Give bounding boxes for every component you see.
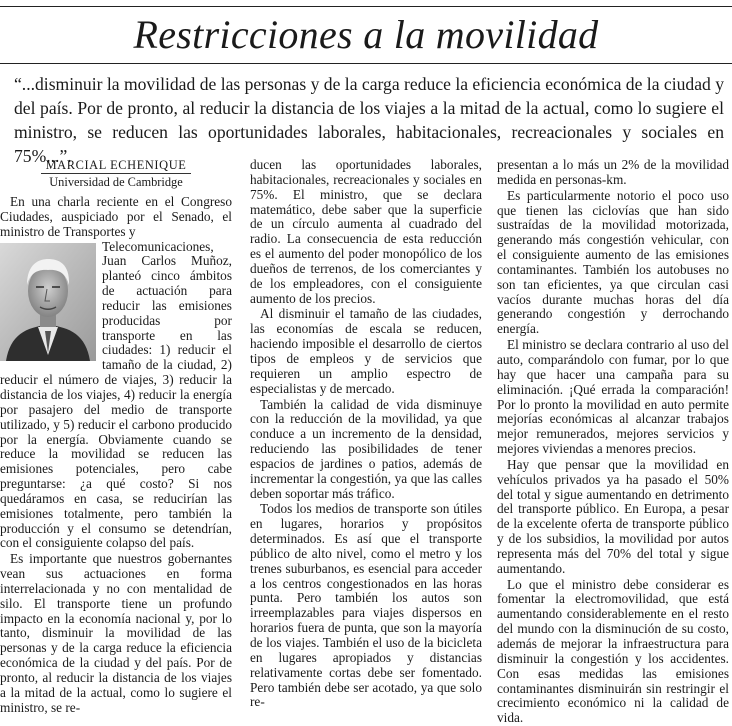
- col3-paragraph-5: Lo que el ministro debe considerar es fomentar la electromovilidad, que está aumentando considerablemente en el resto del mundo con la disminución de su costo, además de mejorar la infraestructura para disminuir la congestión y los accidentes. Con esas medidas las emisiones contaminantes disminuirán sin restringir el crecimiento económico ni la calidad de vida.: [497, 576, 729, 726]
- col2-paragraph-4: Todos los medios de transporte son útiles en lugares, horarios y propósitos determinados. Es así que el transporte público de alto nivel, como el metro y los trenes suburbanos, es esencial para acceder a los centros congestionados en las horas punta. Pero también los autos son irreemplazables para viajes dispersos en horarios fuera de punta, que son la mayoría de los viajes. También el uso de la bicicleta en lugares apropiados y distancias relativamente cortas debe ser fomentado. Pero también debe ser acotado, ya que solo re-: [250, 501, 482, 710]
- author-photo: [0, 243, 96, 361]
- col2-paragraph-1: ducen las oportunidades laborales, habitacionales, recreacionales y sociales en 75%. El ministro, que se declara matemático, debe saber que la superficie de un círculo aumenta al cuadrado del radio. La consecuencia de esta reducción es el aumento del poder monopólico de los dueños de terrenos, de los comerciantes y de los empleadores, con el consiguiente aumento de los precios.: [250, 157, 482, 306]
- title-rule: [0, 63, 732, 64]
- article-title: Restricciones a la movilidad: [133, 12, 599, 57]
- author-block: [0, 158, 232, 189]
- col3-paragraph-2: Es particularmente notorio el poco uso que tienen las ciclovías que han sido sustraídas de la movilidad motorizada, generando más congestión vehicular, con el consiguiente aumento de las emisiones contaminantes. También los autobuses no son tan eficientes, ya que circulan casi vacíos durante muchas horas del día generando congestión y derrochando energía.: [497, 187, 729, 337]
- column-1: [0, 158, 232, 716]
- col3-paragraph-1: presentan a lo más un 2% de la movilidad medida en personas-km.: [497, 157, 729, 187]
- col2-paragraph-2: Al disminuir el tamaño de las ciudades, las economías de escala se reducen, haciendo imposible el desarrollo de ciertos tipos de empleos y de servicios que requieren un amplio espectro de especialistas y de mercado.: [250, 306, 482, 396]
- top-rule: [0, 6, 732, 7]
- col3-paragraph-3: El ministro se declara contrario al uso del auto, comparándolo con fumar, por lo que hay que hacer una campaña para su eliminación. ¡Qué errada la comparación! Por lo pronto la movilidad en auto permite mejorías económicas al alcanzar trabajos mejor remunerados, mejores servicios y mejores viviendas a menores precios.: [497, 337, 729, 457]
- author-affiliation: Universidad de Cambridge: [49, 175, 183, 189]
- portrait-image: [0, 243, 96, 361]
- column-2: [250, 158, 482, 710]
- col1-paragraph-1a: En una charla reciente en el Congreso Ciudades, auspiciado por el Senado, el ministro de Transportes y: [0, 194, 232, 239]
- column-3: [497, 158, 729, 726]
- author-divider: [41, 173, 191, 174]
- col1-paragraph-1b: Telecomunicaciones, Juan Carlos Muñoz, planteó cinco ámbitos de actuación para reducir las emisiones producidas por transporte en las ciudades: 1) reducir el tamaño de la ciudad, 2) reducir el número de viajes, 3) reducir la distancia de los viajes, 4) reducir la energía por pasajero del medio de transporte utilizado, y 5) reducir el carbono producido por la energía. Obviamente cuando se reduce la movilidad se reducen las emisiones potenciales, pero cabe preguntarse: ¿a qué costo? Si nos quedáramos en casa, se reducirían las emisiones totalmente, pero también la producción y el consumo se detendrían, con el consiguiente colapso del país.: [0, 238, 232, 551]
- col3-paragraph-4: Hay que pensar que la movilidad en vehículos privados ya ha pasado el 50% del total y sigue aumentando en detrimento del transporte público. En Europa, a pesar de la excelente oferta de transporte público y de los subsidios, la movilidad por autos representa más del 70% del total y sigue aumentando.: [497, 456, 729, 576]
- pull-quote: “...disminuir la movilidad de las personas y de la carga reduce la eficiencia económica de la ciudad y del país. Por de pronto, al reducir la distancia de los viajes a la mitad de la actual, como lo sugiere el ministro, se reducen las oportunidades laborales, habitacionales, recreacionales y sociales en 75%...”.: [14, 74, 724, 166]
- col1-paragraph-2: Es importante que nuestros gobernantes vean sus actuaciones en forma interrelacionada y no con mentalidad de silo. El transporte tiene un profundo impacto en la economía nacional y, por lo tanto, disminuir la movilidad de las personas y de la carga reduce la eficiencia económica de la ciudad y del país. Por de pronto, al reducir la distancia de los viajes a la mitad de la actual, como lo sugiere el ministro, se re-: [0, 551, 232, 715]
- author-name: MARCIAL ECHENIQUE: [45, 158, 187, 172]
- col2-paragraph-3: También la calidad de vida disminuye con la reducción de la movilidad, ya que conduce a un incremento de la densidad, reduciendo las posibilidades de tener espacios de jardines o patios, además de incrementar la congestión, ya que las calles deben soportar más tráfico.: [250, 396, 482, 501]
